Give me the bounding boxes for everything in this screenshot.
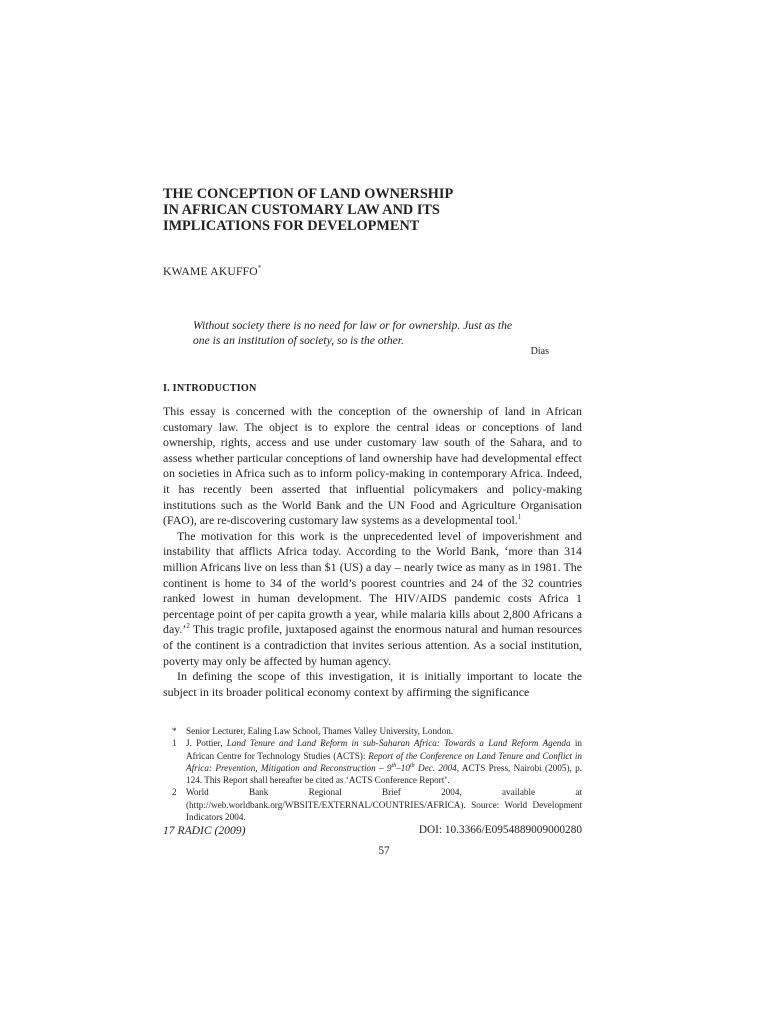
footnote-1-ordinal-1: th bbox=[391, 762, 397, 769]
paragraph-2-text-b: This tragic profile, juxtaposed against the enormous natural and human resources of the continent is a contradiction that invites serious attention. As a social institution, poverty may only be affected by human agency. bbox=[163, 622, 582, 668]
footnote-2 bbox=[172, 786, 582, 823]
title-line-1: THE CONCEPTION OF LAND OWNERSHIP bbox=[163, 186, 454, 202]
footnote-1-pre: J. Pottier, bbox=[186, 738, 227, 749]
footnote-mark-1: 1 bbox=[172, 738, 177, 749]
footnote-1 bbox=[172, 737, 582, 786]
footnote-mark-author: * bbox=[172, 726, 177, 736]
footnote-1-date: Dec. 2004 bbox=[414, 762, 457, 773]
author-line bbox=[163, 264, 262, 278]
footer-journal-citation: 17 RADIC (2009) bbox=[163, 824, 246, 837]
article-title bbox=[163, 186, 593, 234]
section-heading-introduction: I. INTRODUCTION bbox=[163, 383, 257, 394]
footnote-1-ordinal-2: th bbox=[409, 762, 415, 769]
footnote-1-dash: –10 bbox=[396, 762, 410, 773]
paragraph-1-text: This essay is concerned with the conception of the ownership of land in African customary law. The object is to explore the central ideas or conceptions of land ownership, rights, access and use under customary law south of the Sahara, and to assess whether particular conceptions of land ownership have had developmental effect on societies in Africa such as to inform policy-making in contemporary Africa. Indeed, it has recently been asserted that influential policymakers and policy-making institutions such as the World Bank and the UN Food and Agriculture Organisation (FAO), are re-discovering customary law systems as a developmental tool. bbox=[163, 404, 582, 528]
footnote-1-post: , ACTS Press, Nairobi (2005), p. 124. This Report shall hereafter be cited as ‘ACTS Conference Report’. bbox=[186, 762, 583, 786]
paragraph-2-text-a: The motivation for this work is the unprecedented level of impoverishment and instability that afflicts Africa today. According to the World Bank, ‘more than 314 million Africans live on less than $1 (US) a day – nearly twice as many as in 1981. The continent is home to 34 of the world’s poorest countries and 24 of the 32 countries ranked lowest in human development. The HIV/AIDS pandemic costs Africa 1 percentage point of per capita growth a year, while malaria kills about 2,800 Africans a day.’ bbox=[163, 528, 582, 637]
footnote-1-text bbox=[186, 737, 582, 786]
footnotes bbox=[172, 725, 582, 823]
epigraph-source: Dias bbox=[530, 346, 549, 357]
footer-doi[interactable]: DOI: 10.3366/E0954889009000280 bbox=[418, 824, 582, 836]
footnote-2-text: World Bank Regional Brief 2004, available at (http://web.worldbank.org/WBSITE/EXTERNAL/COUNTRIES/AFRICA). Source: World Development Indicators 2004. bbox=[186, 787, 582, 823]
footnote-ref-1[interactable]: 1 bbox=[517, 513, 522, 522]
title-line-3: IMPLICATIONS FOR DEVELOPMENT bbox=[163, 218, 420, 234]
footnote-1-report-title-text: Report of the Conference on Land Tenure and Conflict in Africa: Prevention, Mitigation and Reconstruction – 9 bbox=[186, 750, 583, 773]
title-line-2: IN AFRICAN CUSTOMARY LAW AND ITS bbox=[163, 202, 440, 218]
epigraph-line-1: Without society there is no need for law or for ownership. Just as the bbox=[193, 319, 513, 332]
footnote-ref-2[interactable]: 2 bbox=[186, 622, 190, 631]
paragraph-1 bbox=[163, 404, 582, 529]
footnote-1-mid: in African Centre for Technology Studies (ACTS): bbox=[186, 738, 582, 761]
author-footnote-marker[interactable]: * bbox=[257, 264, 262, 272]
epigraph-line-2: one is an institution of society, so is the other. bbox=[193, 334, 404, 347]
paragraph-2 bbox=[163, 529, 582, 669]
footnote-author-text: Senior Lecturer, Ealing Law School, Thames Valley University, London. bbox=[186, 726, 454, 736]
author-name: KWAME AKUFFO bbox=[163, 265, 258, 278]
footnote-author bbox=[172, 725, 582, 737]
footnote-1-book-title: Land Tenure and Land Reform in sub-Saharan Africa: Towards a Land Reform Agenda bbox=[226, 738, 571, 749]
footnote-mark-2: 2 bbox=[172, 787, 177, 798]
page-number: 57 bbox=[378, 845, 390, 857]
epigraph-quote bbox=[193, 318, 553, 348]
paragraph-3-text: In defining the scope of this investigation, it is initially important to locate the subject in its broader political economy context by affirming the significance bbox=[163, 669, 582, 699]
body-text bbox=[163, 404, 582, 700]
paragraph-3 bbox=[163, 669, 582, 700]
